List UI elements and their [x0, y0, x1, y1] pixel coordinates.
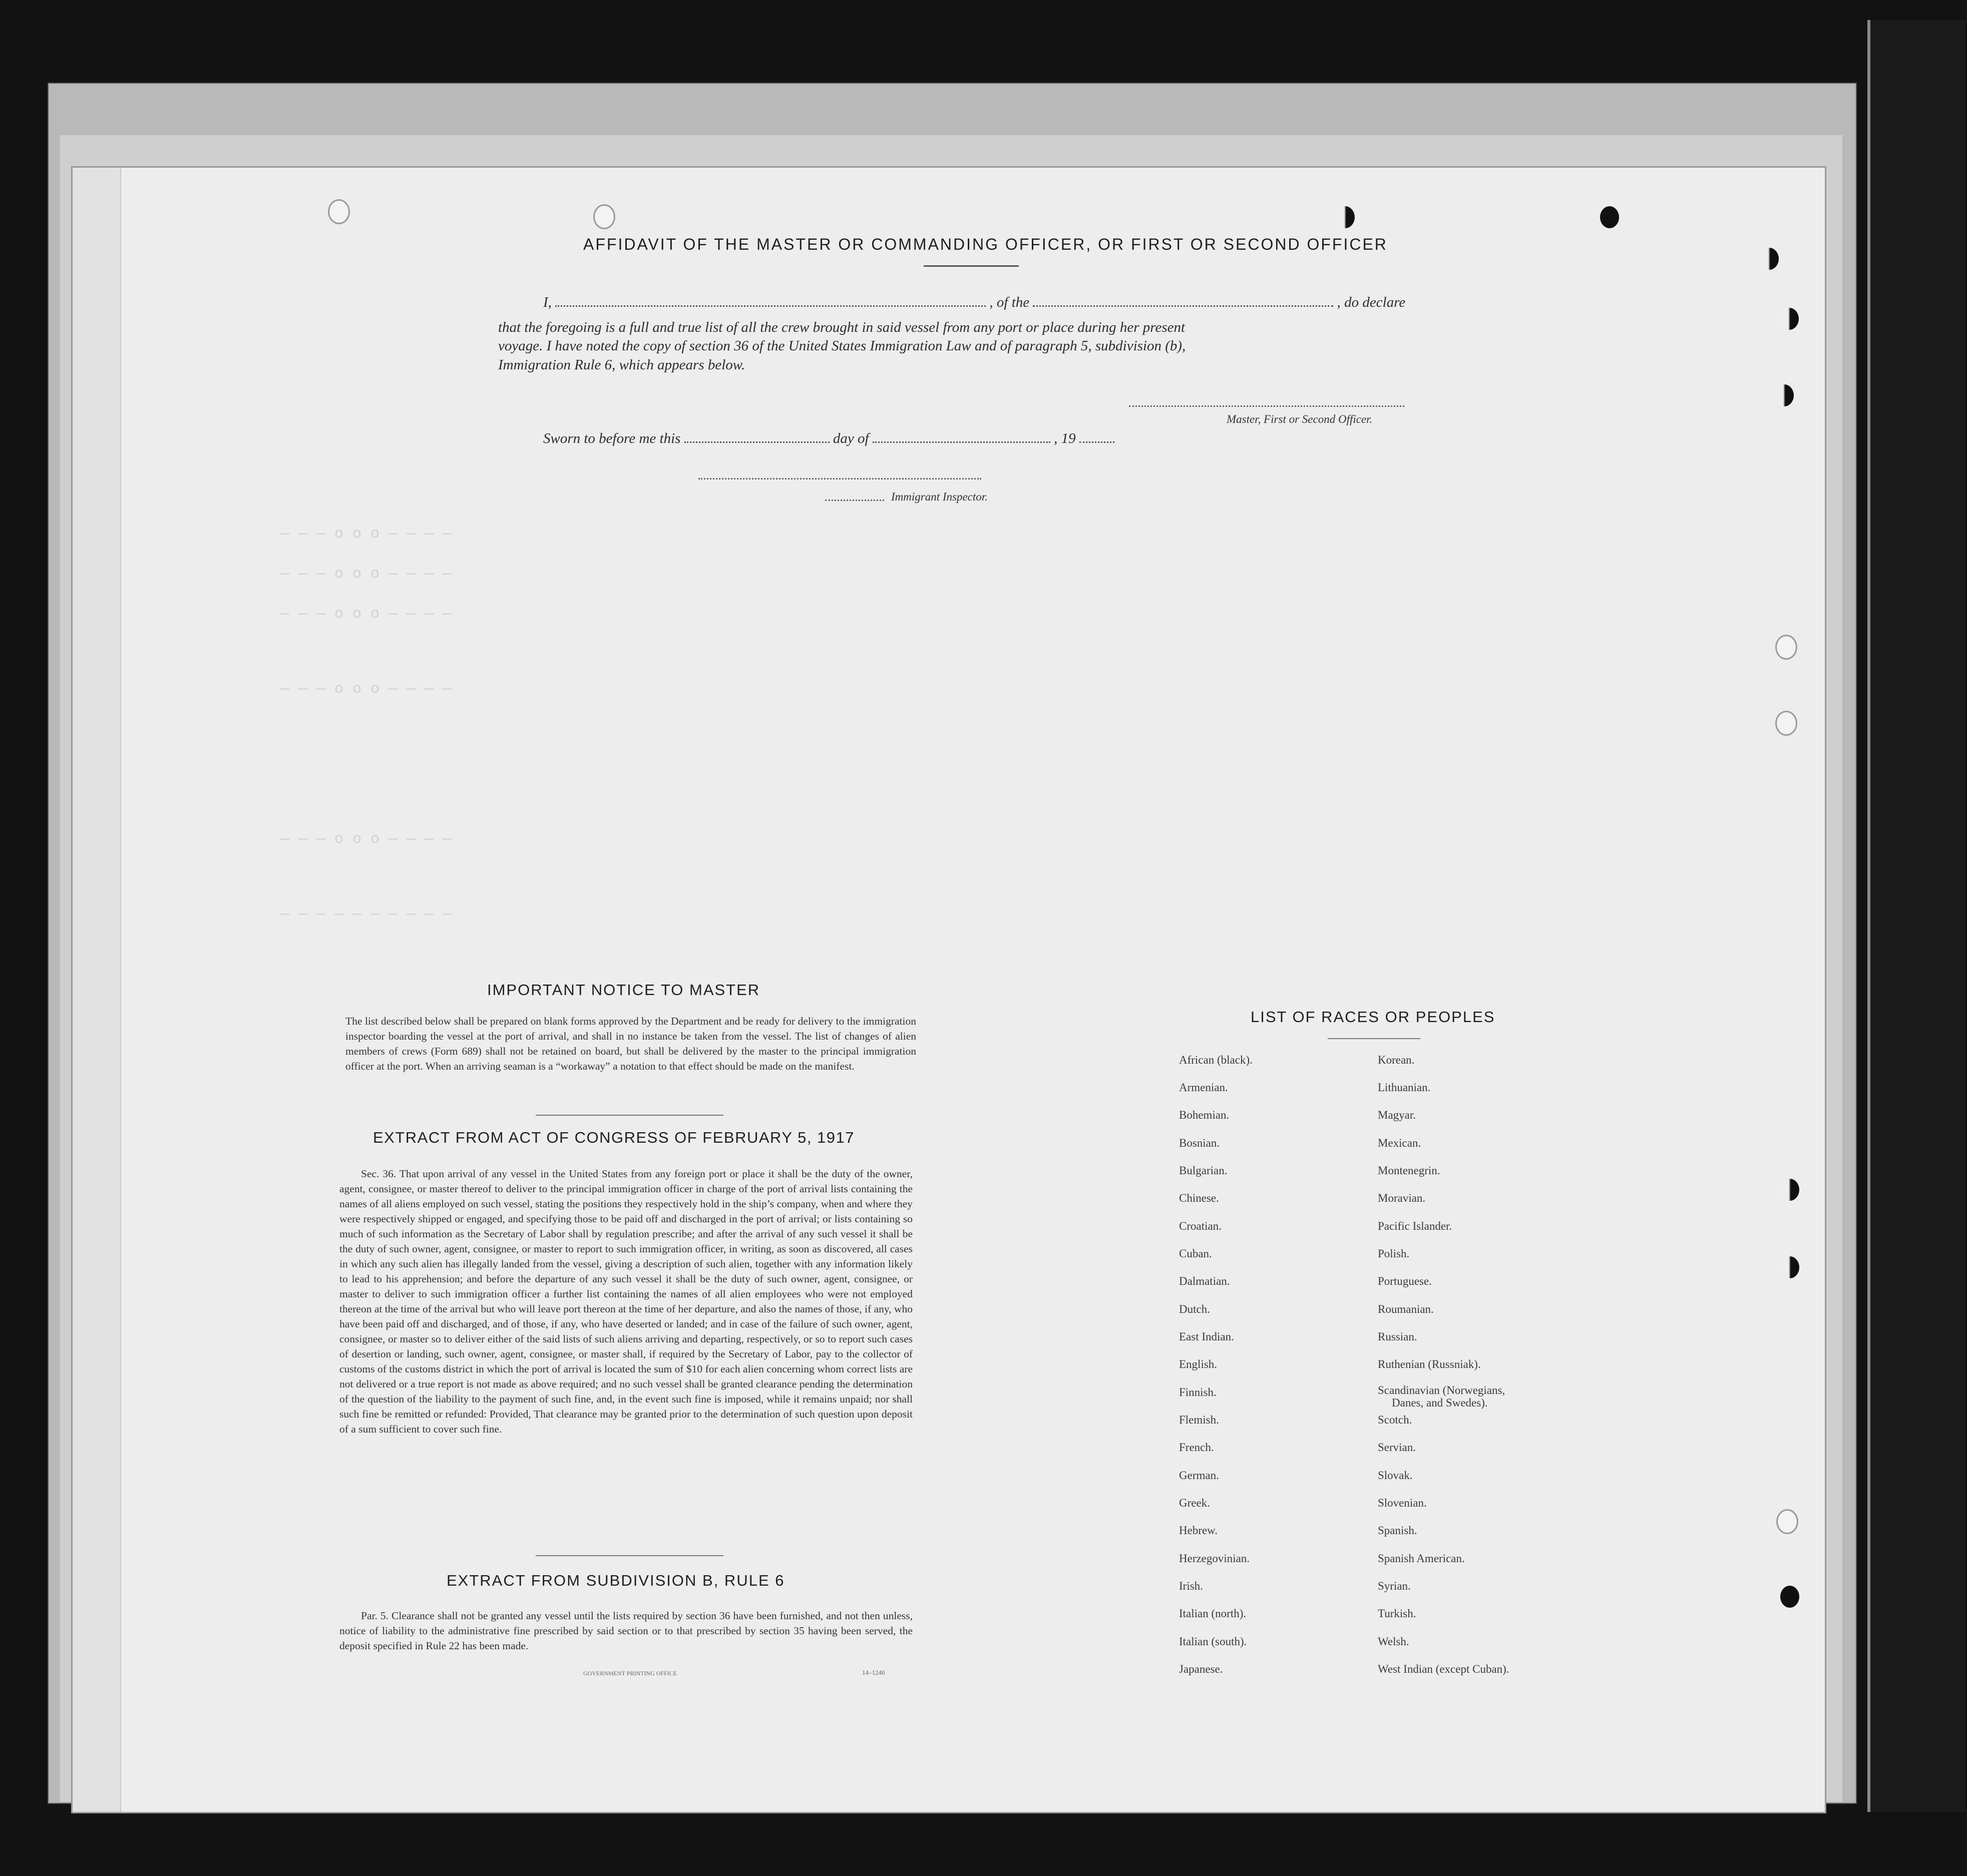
act-rule [536, 1555, 723, 1556]
sworn-day-field[interactable] [684, 430, 830, 443]
form-code: 14–1240 [862, 1669, 885, 1676]
race-item: Armenian. [1179, 1081, 1228, 1094]
race-item: Servian. [1378, 1441, 1416, 1454]
punch-hole-icon [1336, 206, 1355, 228]
race-item: Chinese. [1179, 1192, 1219, 1204]
race-item: French. [1179, 1441, 1214, 1454]
race-item: Syrian. [1378, 1580, 1411, 1592]
act-extract-body: Sec. 36. That upon arrival of any vessel in the United States from any foreign port or place it shall be the duty of the owner, agent, consignee, or master thereof to deliver to the principal immigration officer in charge of the port of arrival lists containing the names of all aliens employed on such vessel, stating the positions they respectively hold in the ship’s company, when and where they were respectively shipped or engaged, and specifying those to be paid off and discharged in the port of arrival; or lists containing so much of such information as the Secretary of Labor shall by regulation prescribe; and after the arrival of any such vessel it shall be the duty of such owner, agent, consignee, or master to report to such immigration officer, in writing, as soon as discovered, all cases in which any such alien has illegally landed from the vessel, giving a description of such alien, together with any information likely to lead to his apprehension; and before the departure of any such vessel it shall be the duty of such owner, agent, consignee, or master to deliver to such immigration officer a further list containing the names of all alien employees who were not employed thereon at the time of the arrival but who will leave port thereon at the time of her departure, and also the names of those, if any, who have been paid off and discharged, and of those, if any, who have deserted or landed; and in case of the failure of such owner, agent, consignee, or master so to deliver either of the said lists of such aliens arriving and departing, respectively, or so to report such cases of desertion or landing, such owner, agent, consignee, or master shall, if required by the Secretary of Labor, pay to the collector of customs of the customs district in which the port of arrival is located the sum of $10 for each alien concerning whom correct lists are not delivered or a true report is not made as above required; and no such vessel shall be granted clearance pending the determination of the question of the liability to the payment of such fine, and, in the event such fine is imposed, while it remains unpaid; nor shall such fine be remitted or refunded: Provided, That clearance may be granted prior to the determination of such question upon deposit of a sum sufficient to cover such fine. [339, 1168, 913, 1435]
bleed-through-row: — — — o o o — — — — [280, 606, 452, 623]
bleed-through-row: — — — o o o — — — — [280, 681, 452, 698]
race-item: Slovak. [1378, 1469, 1413, 1482]
race-item-continuation: Danes, and Swedes). [1392, 1396, 1488, 1409]
race-item: Italian (south). [1179, 1635, 1247, 1648]
master-caption: Master, First or Second Officer. [1227, 413, 1373, 425]
race-item: Herzegovinian. [1179, 1552, 1250, 1565]
race-item: Bohemian. [1179, 1109, 1230, 1121]
rule-extract-body: Par. 5. Clearance shall not be granted any vessel until the lists required by section 36 have been furnished, and not then unless, notice of liability to the administrative fine prescribed by said section or to that prescribed by section 35 having been served, the deposit specified in Rule 22 has been made. [339, 1610, 913, 1652]
race-item: Korean. [1378, 1054, 1415, 1066]
race-item: Bulgarian. [1179, 1164, 1228, 1177]
race-item: Spanish. [1378, 1524, 1417, 1537]
punch-hole-icon [1775, 635, 1797, 660]
affidavit-title: AFFIDAVIT OF THE MASTER OR COMMANDING OFFICER, OR FIRST OR SECOND OFFICER [583, 235, 1388, 253]
affidavit-i: I, [543, 294, 552, 310]
bleed-through-row: — — — o o o — — — — [280, 566, 452, 583]
race-item: Bosnian. [1179, 1137, 1220, 1149]
punch-hole-icon [1780, 1179, 1799, 1201]
race-item: Magyar. [1378, 1109, 1416, 1121]
punch-hole-icon [1775, 711, 1797, 736]
inspector-caption: Immigrant Inspector. [891, 491, 988, 503]
affidavit-line-1 [543, 294, 1405, 311]
bleed-through-row: — — — o o o — — — — [280, 831, 452, 848]
notice-rule [536, 1115, 723, 1116]
notice-title: IMPORTANT NOTICE TO MASTER [487, 981, 760, 999]
races-right-column [1378, 1054, 1588, 1694]
races-rule [1328, 1038, 1420, 1039]
race-item: Polish. [1378, 1247, 1410, 1260]
affidavit-declare: , do declare [1337, 294, 1406, 310]
bleed-through-row: — — — o o o — — — — [280, 526, 452, 543]
sworn-month-field[interactable] [873, 430, 1050, 443]
race-item: West Indian (except Cuban). [1378, 1663, 1509, 1675]
race-item: Greek. [1179, 1497, 1210, 1509]
race-item: Slovenian. [1378, 1497, 1427, 1509]
races-left-column [1179, 1054, 1379, 1694]
race-item: Japanese. [1179, 1663, 1223, 1675]
sworn-year-field[interactable] [1079, 430, 1114, 443]
race-item: Turkish. [1378, 1607, 1416, 1620]
affidavit-of-the: , of the [989, 294, 1030, 310]
race-item: Russian. [1378, 1330, 1417, 1343]
affidavit-line-4: Immigration Rule 6, which appears below. [498, 357, 745, 373]
race-item: Hebrew. [1179, 1524, 1218, 1537]
inspector-dots [825, 500, 884, 501]
race-item: English. [1179, 1358, 1218, 1370]
race-item: Mexican. [1378, 1137, 1421, 1149]
race-item: Ruthenian (Russniak). [1378, 1358, 1481, 1370]
race-item: Scandinavian (Norwegians, [1378, 1384, 1505, 1396]
vessel-field[interactable] [1033, 294, 1333, 307]
race-item: Irish. [1179, 1580, 1203, 1592]
race-item: Moravian. [1378, 1192, 1426, 1204]
race-item: Portuguese. [1378, 1275, 1432, 1287]
race-item: Roumanian. [1378, 1303, 1434, 1315]
printer-mark: GOVERNMENT PRINTING OFFICE [583, 1670, 677, 1677]
race-item: Dutch. [1179, 1303, 1210, 1315]
rule-extract-title: EXTRACT FROM SUBDIVISION B, RULE 6 [447, 1572, 785, 1589]
race-item: Montenegrin. [1378, 1164, 1440, 1177]
punch-hole-icon [1600, 206, 1619, 228]
race-item: German. [1179, 1469, 1219, 1482]
title-rule [924, 265, 1019, 267]
punch-hole-icon [1776, 1509, 1798, 1534]
race-item: Finnish. [1179, 1386, 1217, 1398]
race-item: East Indian. [1179, 1330, 1234, 1343]
race-item: Welsh. [1378, 1635, 1409, 1648]
sworn-text: Sworn to before me this [543, 430, 681, 446]
punch-hole-icon [1775, 384, 1794, 406]
race-item: Cuban. [1179, 1247, 1212, 1260]
page-margin-strip [73, 168, 121, 1812]
binder-edge [1867, 20, 1965, 1812]
punch-hole-icon [1780, 308, 1799, 330]
punch-hole-icon [1780, 1586, 1799, 1608]
race-item: Italian (north). [1179, 1607, 1247, 1620]
punch-hole-icon [1780, 1256, 1799, 1278]
race-item: Lithuanian. [1378, 1081, 1431, 1094]
race-item: African (black). [1179, 1054, 1253, 1066]
race-item: Flemish. [1179, 1414, 1219, 1426]
name-field[interactable] [555, 294, 986, 307]
inspector-signature-line[interactable] [698, 478, 981, 480]
race-item: Croatian. [1179, 1220, 1222, 1232]
bleed-through-row: — — — — — — — — — — [280, 906, 452, 923]
day-of-text: day of [833, 430, 869, 446]
master-signature-line[interactable] [1129, 405, 1404, 407]
sworn-line [543, 430, 1114, 447]
race-item: Spanish American. [1378, 1552, 1465, 1565]
year-prefix: , 19 [1054, 430, 1076, 446]
affidavit-line-3: voyage. I have noted the copy of section 36 of the United States Immigration Law and of paragraph 5, subdivision (b), [498, 338, 1186, 354]
race-item: Scotch. [1378, 1414, 1412, 1426]
race-item: Dalmatian. [1179, 1275, 1230, 1287]
race-item: Pacific Islander. [1378, 1220, 1452, 1232]
affidavit-line-2: that the foregoing is a full and true list of all the crew brought in said vessel from any port or place during her present [498, 319, 1186, 335]
act-extract-title: EXTRACT FROM ACT OF CONGRESS OF FEBRUARY 5, 1917 [373, 1129, 855, 1146]
notice-body: The list described below shall be prepared on blank forms approved by the Department and be ready for delivery to the immigration inspector boarding the vessel at the port of arrival, and shall in no instance be taken from the vessel. The list of changes of alien members of crews (Form 689) shall not be retained on board, but shall be delivered by the master to the principal immigration officer at the port. When an arriving seaman is a “workaway” a notation to that effect should be made on the manifest. [345, 1015, 916, 1072]
races-title: LIST OF RACES OR PEOPLES [1251, 1008, 1495, 1026]
punch-hole-icon [593, 204, 615, 229]
punch-hole-icon [328, 199, 350, 224]
punch-hole-icon [1760, 248, 1779, 270]
